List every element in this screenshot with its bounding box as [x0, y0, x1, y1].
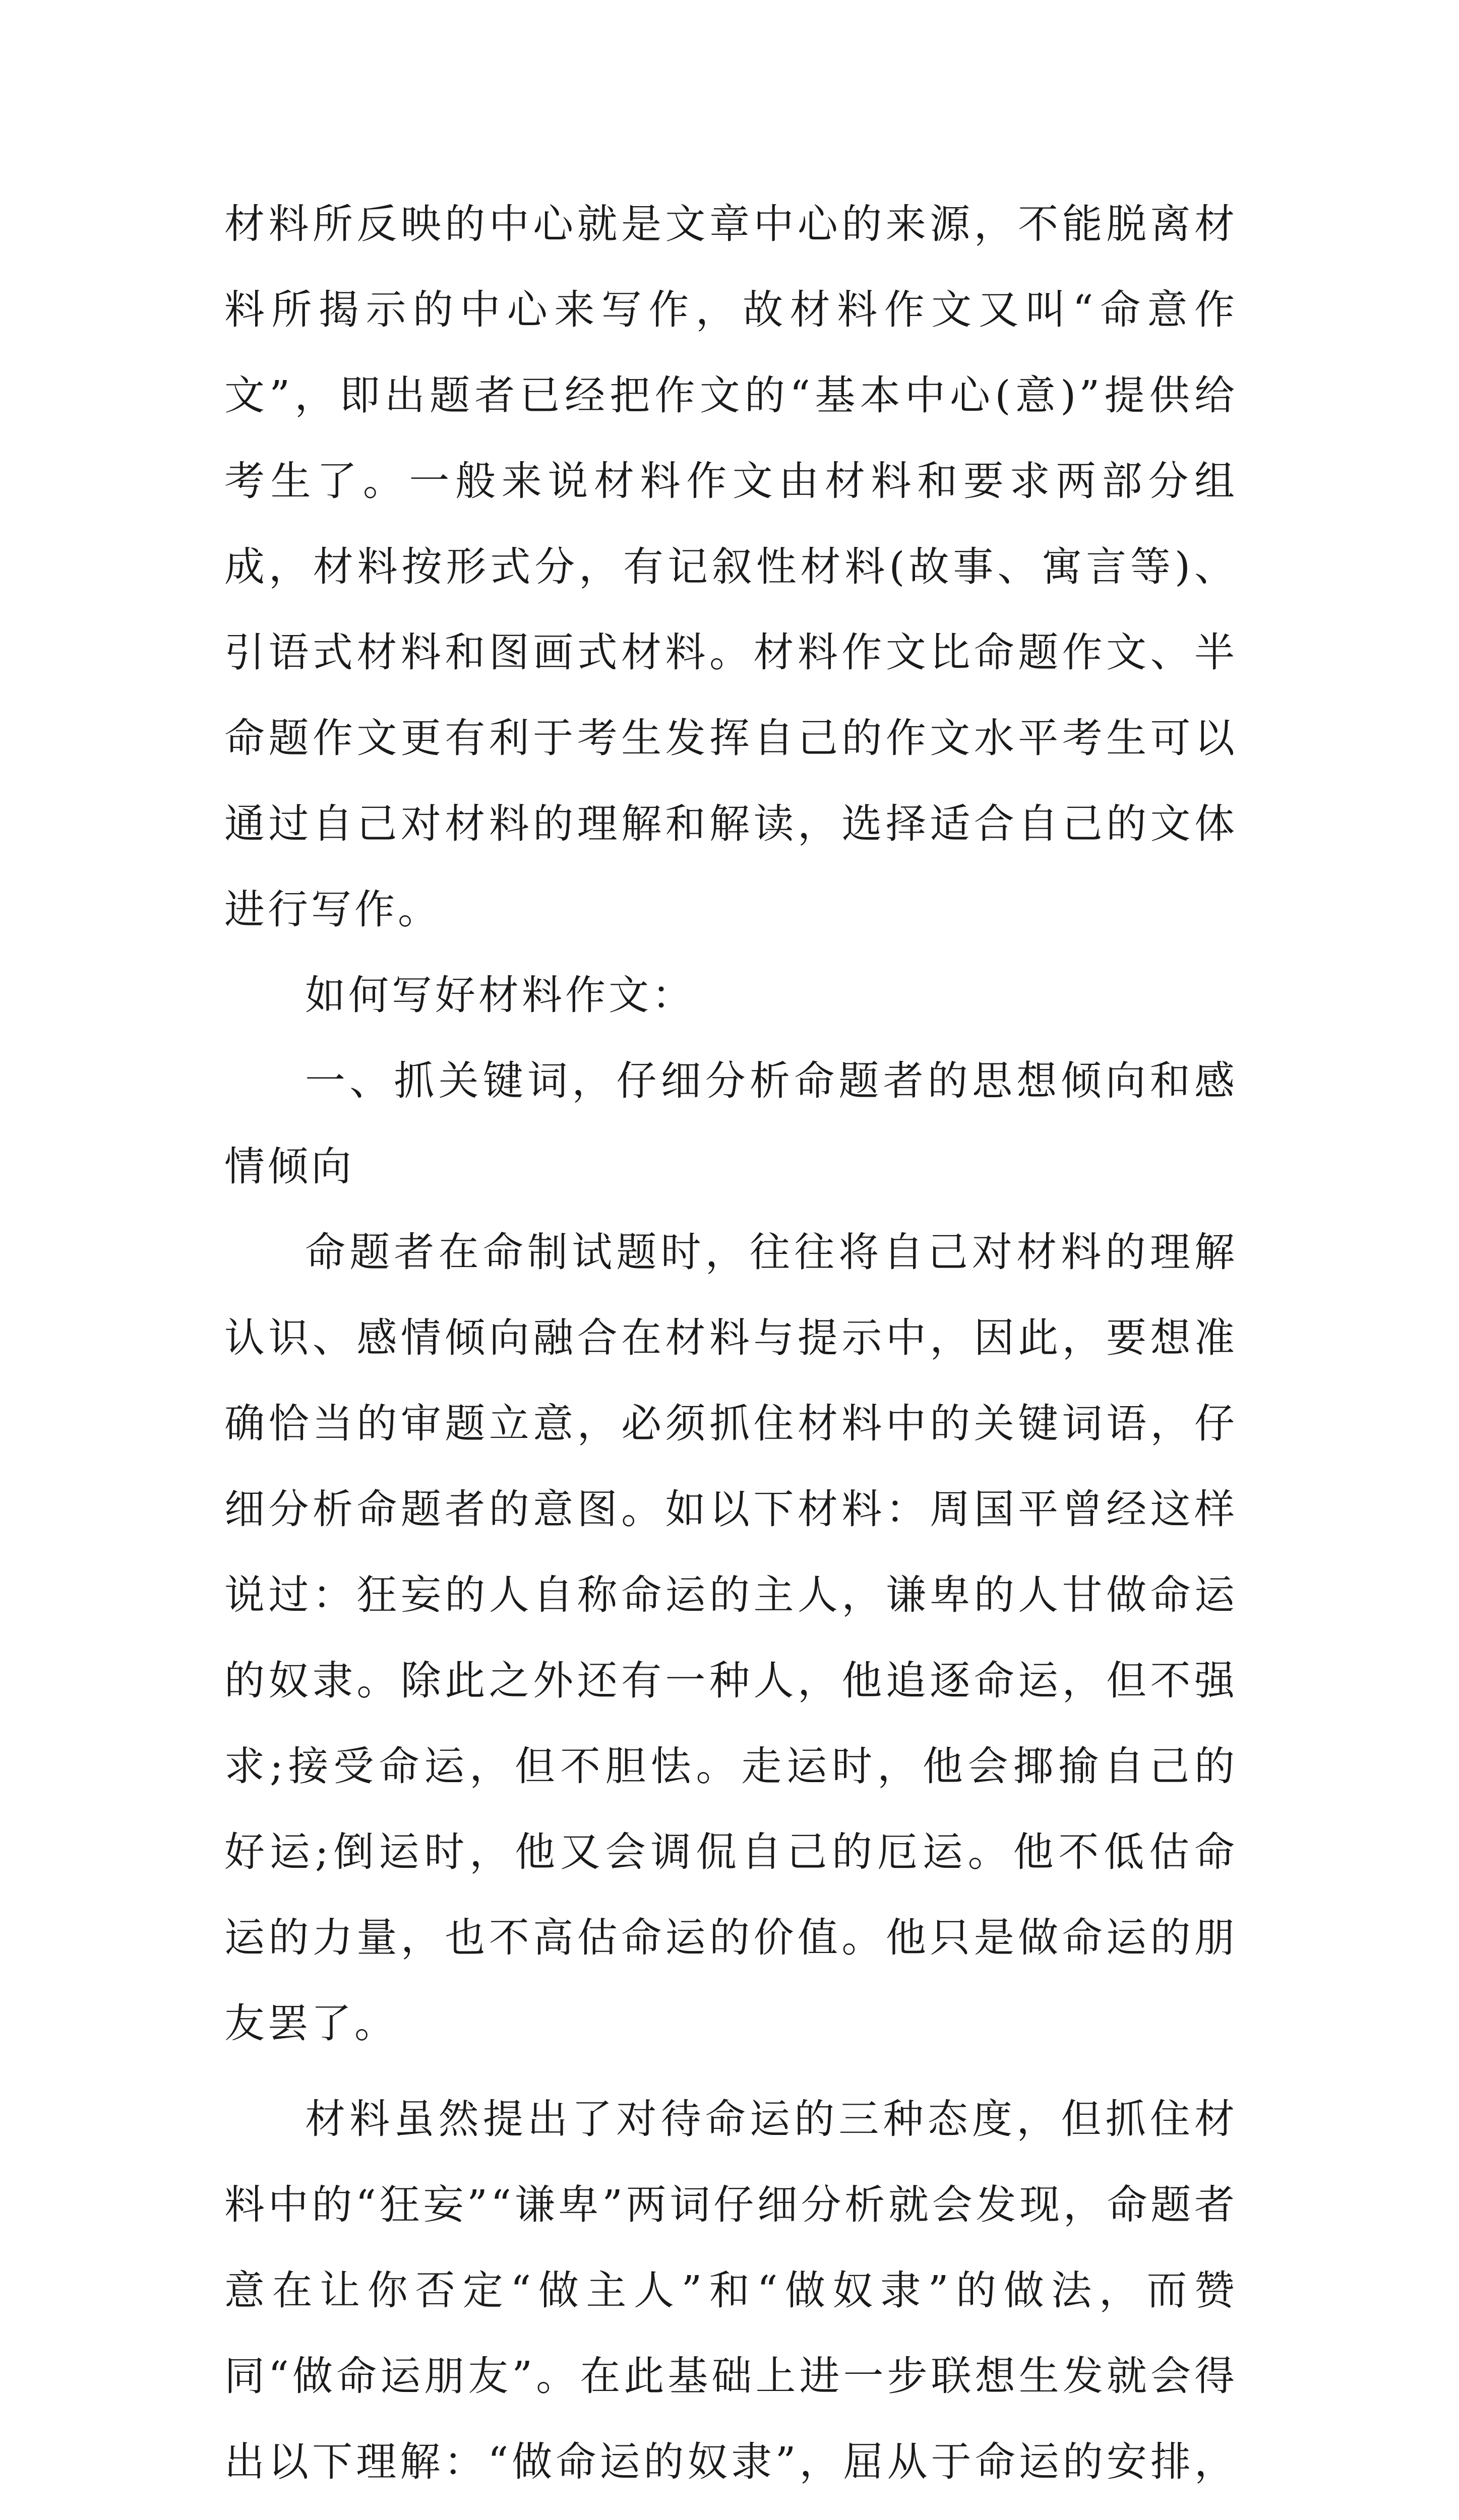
paragraph-three-attitudes: 材料虽然提出了对待命运的三种态度，但抓住材料中的“狂妄”“谦卑”两词仔细分析就会发现，命题者意在让你否定“做主人”和“做奴隶”的做法，而赞同“做命运朋友”。在此基础上进一步联想生发就会得出以下理解：“做命运的奴隶”，屈从于命运的安排，: [224, 2096, 1238, 2485]
section-heading-keywords: 一、抓关键词，仔细分析命题者的思想倾向和感情倾向: [224, 1057, 1238, 1190]
paragraph-how-to-write: 如何写好材料作文：: [305, 972, 695, 1019]
paragraph-material-intro: 材料所反映的中心就是文章中心的来源，不能脱离材料所揭示的中心来写作，故材料作文又叫“命意作文”，即出题者已经把作文的“基本中心(意)”提供给考生了。一般来说材料作文由材料和要求两部分组成，材料按形式分，有记叙性材料(故事、寓言等)、引语式材料和图画式材料。材料作文比命题作文、半命题作文更有利于考生发挥自己的作文水平考生可以通过自己对材料的理解和解读，选择适合自己的文体进行写作。: [224, 201, 1238, 933]
document-body: [224, 181, 1238, 2520]
paragraph-keyword-analysis: 命题者在命制试题时，往往将自己对材料的理解认识、感情倾向融合在材料与提示中，因此，要想准确恰当的审题立意，必须抓住材料中的关键词语，仔细分析命题者的意图。如以下材料：周国平曾经这样说过：狂妄的人自称命运的主人，谦卑的人甘做命运的奴隶。除此之外还有一种人，他追逐命运，但不强求;接受命运，但不胆怯。走运时，他会揶揄自己的好运;倒运时，他又会调侃自己的厄运。他不低估命运的力量，也不高估命运的价值。他只是做命运的朋友罢了。: [224, 1229, 1238, 2047]
